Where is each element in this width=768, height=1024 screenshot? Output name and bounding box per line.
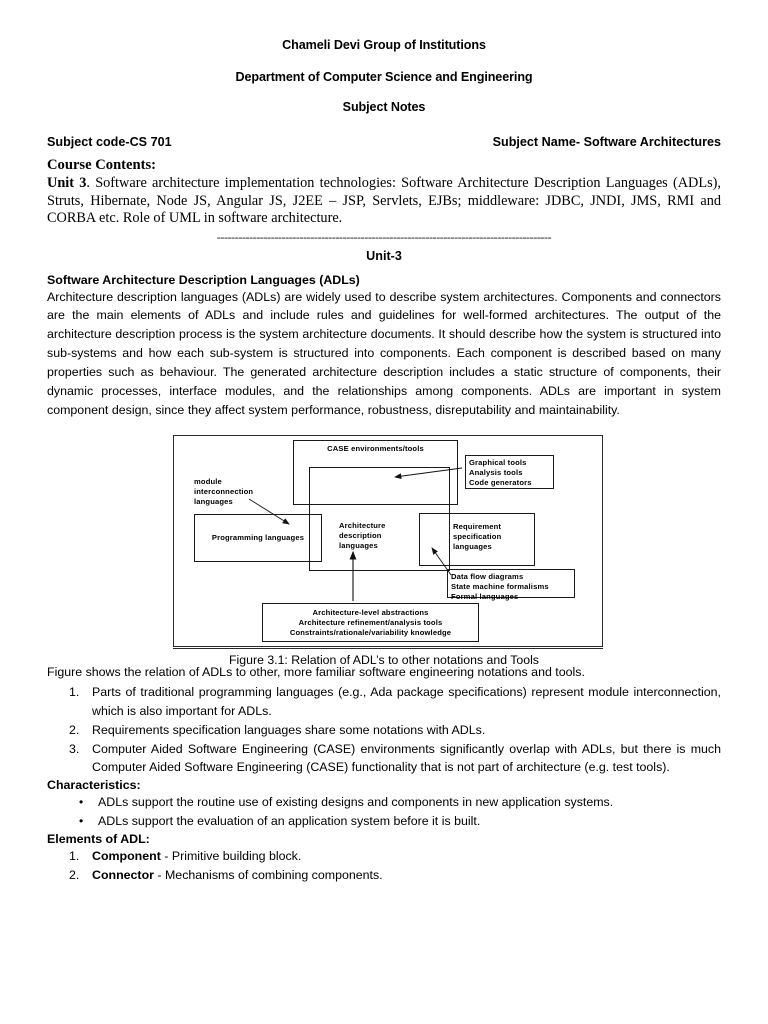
unit-label: Unit 3 bbox=[47, 175, 87, 192]
module-interconnection-label: module interconnection languages bbox=[194, 477, 254, 507]
list-marker: 1. bbox=[69, 685, 80, 700]
figure-caption: Figure 3.1: Relation of ADL’s to other notations and Tools bbox=[229, 653, 539, 668]
list-item bbox=[47, 683, 721, 721]
list-item-text: Requirements specification languages share some notations with ADLs. bbox=[92, 722, 486, 737]
list-marker: 1. bbox=[69, 848, 80, 863]
section-heading: Software Architecture Description Languages (ADLs) bbox=[47, 272, 360, 287]
data-flow-lines: Data flow diagrams State machine formalisms Formal languages bbox=[451, 572, 549, 602]
element-term: Connector bbox=[92, 867, 154, 882]
course-contents-heading: Course Contents: bbox=[47, 157, 157, 174]
list-item bbox=[47, 866, 721, 885]
list-item-text: ADLs support the evaluation of an application system before it is built. bbox=[98, 814, 481, 829]
institution-title: Chameli Devi Group of Institutions bbox=[282, 38, 486, 52]
arrow-dataflow-to-reqspec bbox=[432, 548, 451, 575]
list-marker: 3. bbox=[69, 741, 80, 756]
figure-lead-text: Figure shows the relation of ADLs to other, more familiar software engineering notations and tools. bbox=[47, 665, 585, 680]
department-title: Department of Computer Science and Engineering bbox=[235, 69, 533, 84]
elements-of-adl-list bbox=[47, 847, 721, 885]
unit-title: Unit-3 bbox=[366, 248, 402, 263]
requirement-spec-label: Requirement specification languages bbox=[453, 522, 502, 552]
list-item bbox=[47, 812, 721, 831]
list-marker: 2. bbox=[69, 722, 80, 737]
elements-of-adl-heading: Elements of ADL: bbox=[47, 831, 150, 846]
bullet-icon: • bbox=[79, 813, 84, 828]
section-paragraph: Architecture description languages (ADLs) are widely used to describe system architectures. Components and connectors are the main elements of ADLs and include rules and guidelines for well-formed architectures. The output of the architecture description process is the system architecture documents. It should describe how the system is structured into sub-systems and how each sub-system is structured into components. Each component is described based on many properties such as behaviour. The generated architecture description includes a static structure of components, their dynamic processes, interface modules, and the relationships among components. ADLs are important in system component design, since they affect system performance, robustness, disreputability and maintainability. bbox=[47, 289, 721, 417]
subject-row bbox=[47, 135, 721, 149]
arrow-module-to-overlap bbox=[249, 499, 289, 524]
element-term: Component bbox=[92, 848, 161, 863]
course-contents-text bbox=[47, 175, 721, 227]
list-item-text: ADLs support the routine use of existing designs and components in new application systems. bbox=[98, 795, 614, 810]
unit-description: . Software architecture implementation technologies: Software Architecture Description Languages (ADLs), Struts, Hibernate, Node JS, Angular JS, J2EE – JSP, Servlets, EJBs; middleware: JDBC, JNDI, JMS, RMI and CORBA etc. Role of UML in software architecture. bbox=[47, 175, 721, 227]
list-item-text: Computer Aided Software Engineering (CASE) environments significantly overlap with ADLs, but there is much Computer Aided Software Engineering (CASE) functionality that is not part of architecture (e.g. test tools). bbox=[92, 741, 721, 775]
element-desc: - Mechanisms of combining components. bbox=[153, 867, 383, 882]
characteristics-list bbox=[47, 793, 721, 831]
abstractions-lines: Architecture-level abstractions Architecture refinement/analysis tools Constraints/rationale/variability knowledge bbox=[289, 608, 452, 638]
page-content bbox=[47, 38, 721, 885]
list-item-text: Parts of traditional programming languages (e.g., Ada package specifications) represent module interconnection, which is also important for ADLs. bbox=[92, 685, 721, 718]
programming-languages-label: Programming languages bbox=[211, 533, 305, 543]
list-item bbox=[47, 740, 721, 778]
list-marker: 2. bbox=[69, 867, 80, 882]
list-item bbox=[47, 793, 721, 812]
document-type-title: Subject Notes bbox=[342, 100, 426, 115]
element-desc: - Primitive building block. bbox=[160, 848, 302, 863]
subject-name: Subject Name- Software Architectures bbox=[492, 135, 721, 150]
arrow-graphical-to-case bbox=[395, 468, 462, 477]
numbered-list-after-figure bbox=[47, 683, 721, 777]
bullet-icon: • bbox=[79, 794, 84, 809]
section-divider: --------------------------------------------------------------------------------------------- bbox=[216, 229, 552, 244]
graphical-tools-lines: Graphical tools Analysis tools Code generators bbox=[469, 458, 532, 488]
figure-container bbox=[47, 431, 721, 668]
figure-arrows bbox=[173, 435, 603, 647]
list-item bbox=[47, 847, 721, 866]
adl-label: Architecture description languages bbox=[339, 521, 386, 551]
subject-code: Subject code-CS 701 bbox=[47, 135, 172, 150]
case-environments-label: CASE environments/tools bbox=[327, 444, 424, 454]
list-item bbox=[47, 721, 721, 740]
characteristics-heading: Characteristics: bbox=[47, 778, 141, 793]
